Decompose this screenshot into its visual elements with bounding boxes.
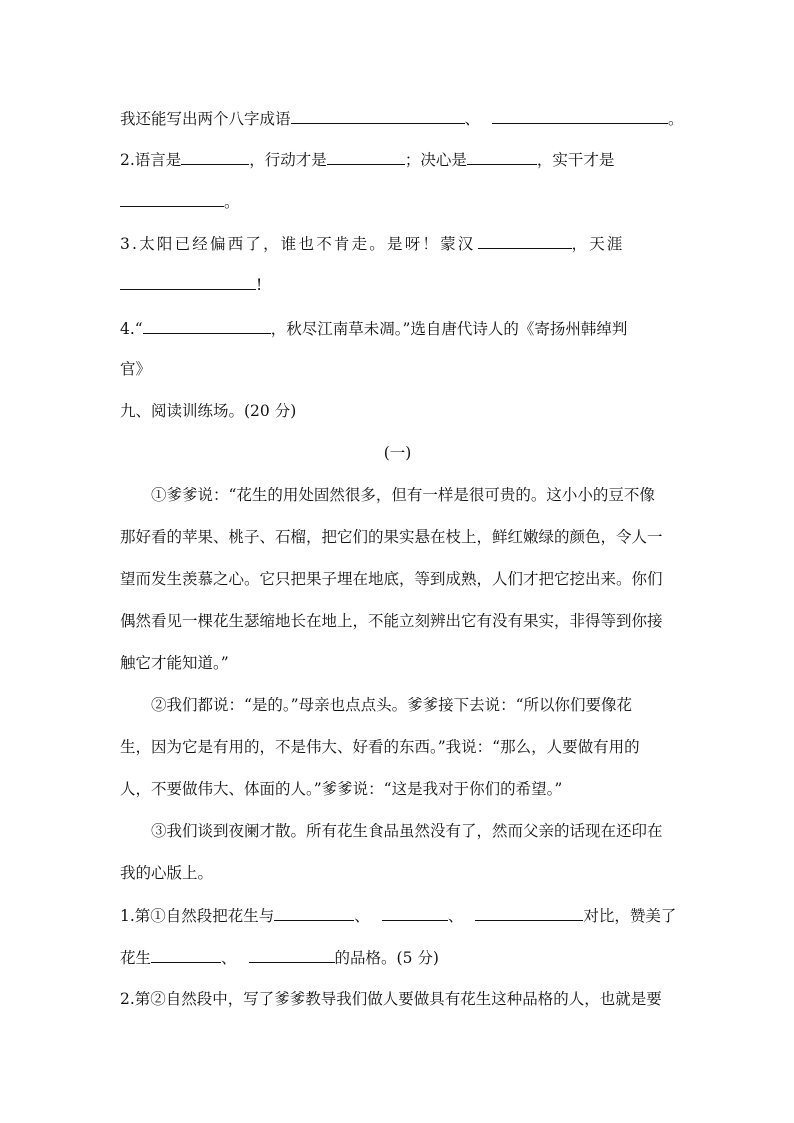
passage-line: 望而发生羡慕之心。它只把果子埋在地底，等到成熟，人们才把它挖出来。你们: [120, 570, 663, 588]
question-text: 的品格。(5 分): [334, 949, 439, 967]
answer-blank[interactable]: [249, 946, 335, 963]
question-text: 、: [221, 949, 237, 967]
question-text: !: [256, 276, 263, 294]
question-text: 。: [224, 193, 240, 211]
answer-blank[interactable]: [274, 904, 354, 921]
answer-blank[interactable]: [151, 946, 221, 963]
section-heading: 九、阅读训练场。(20 分): [120, 402, 297, 420]
question-text: 、: [354, 907, 370, 925]
passage-line: 那好看的苹果、桃子、石榴，把它们的果实悬在枝上，鲜红嫩绿的颜色，令人一: [120, 528, 663, 546]
answer-blank[interactable]: [478, 232, 572, 249]
answer-blank[interactable]: [327, 148, 405, 165]
question-4-line-1: [120, 317, 675, 340]
question-text: ，天涯: [571, 235, 625, 253]
question-text: 对比，赞美了: [583, 907, 677, 925]
question-text: 、: [464, 110, 481, 128]
passage-line: ②我们都说：“是的。”母亲也点点头。爹爹接下去说：“所以你们要像花: [151, 696, 633, 714]
passage-line: 人，不要做伟大、体面的人。”爹爹说：“这是我对于你们的希望。”: [120, 780, 563, 798]
question-text: ；决心是: [404, 151, 467, 169]
question-text: 我还能写出两个八字成语: [120, 110, 291, 128]
passage-line: 生，因为它是有用的，不是伟大、好看的东西。”我说：“那么，人要做有用的: [120, 738, 640, 756]
question-text: 3.太阳已经偏西了，谁也不肯走。是呀！蒙汉: [120, 235, 476, 253]
answer-blank[interactable]: [143, 317, 271, 334]
question-text: 1.第①自然段把花生与: [120, 907, 275, 925]
passage-line: 偶然看见一棵花生瑟缩地长在地上，不能立刻辨出它有没有果实，非得等到你接: [120, 612, 663, 630]
question-text: ，秋尽江南草未凋。”选自唐代诗人的《寄扬州韩绰判: [270, 320, 628, 338]
answer-blank[interactable]: [291, 107, 465, 124]
idiom-question-line: [120, 107, 684, 130]
question-text: 4.“: [120, 320, 143, 338]
passage-line: 我的心版上。: [120, 864, 214, 882]
answer-blank[interactable]: [181, 148, 249, 165]
answer-blank[interactable]: [382, 904, 448, 921]
passage-title: (一): [383, 444, 412, 462]
question-2-line-2: [120, 190, 675, 213]
question-text: 花生: [120, 949, 152, 967]
question-text: 。: [668, 110, 684, 128]
passage-line: ①爹爹说：“花生的用处固然很多，但有一样是很可贵的。这小小的豆不像: [151, 486, 655, 504]
question-text: ，行动才是: [249, 151, 327, 169]
question-text: ，实干才是: [536, 151, 615, 169]
reading-question-2-line-1: 2.第②自然段中，写了爹爹教导我们做人要做具有花生这种品格的人，也就是要: [120, 990, 662, 1008]
question-text: 、: [447, 907, 464, 925]
reading-question-1-line-1: [120, 904, 675, 927]
question-text: 2.语言是: [120, 151, 182, 169]
question-4-line-2: [120, 358, 675, 380]
passage-line: 触它才能知道。”: [120, 654, 229, 672]
question-3-line-2: [120, 273, 675, 296]
answer-blank[interactable]: [120, 273, 256, 290]
answer-blank[interactable]: [467, 148, 537, 165]
passage-line: ③我们谈到夜阑才散。所有花生食品虽然没有了，然而父亲的话现在还印在: [151, 822, 663, 840]
question-text: 官》: [120, 360, 152, 378]
reading-question-1-line-2: [120, 946, 675, 969]
answer-blank[interactable]: [120, 190, 224, 207]
answer-blank[interactable]: [475, 904, 583, 921]
answer-blank[interactable]: [492, 107, 668, 124]
question-2-line-1: [120, 148, 675, 171]
question-3-line-1: [120, 232, 675, 255]
